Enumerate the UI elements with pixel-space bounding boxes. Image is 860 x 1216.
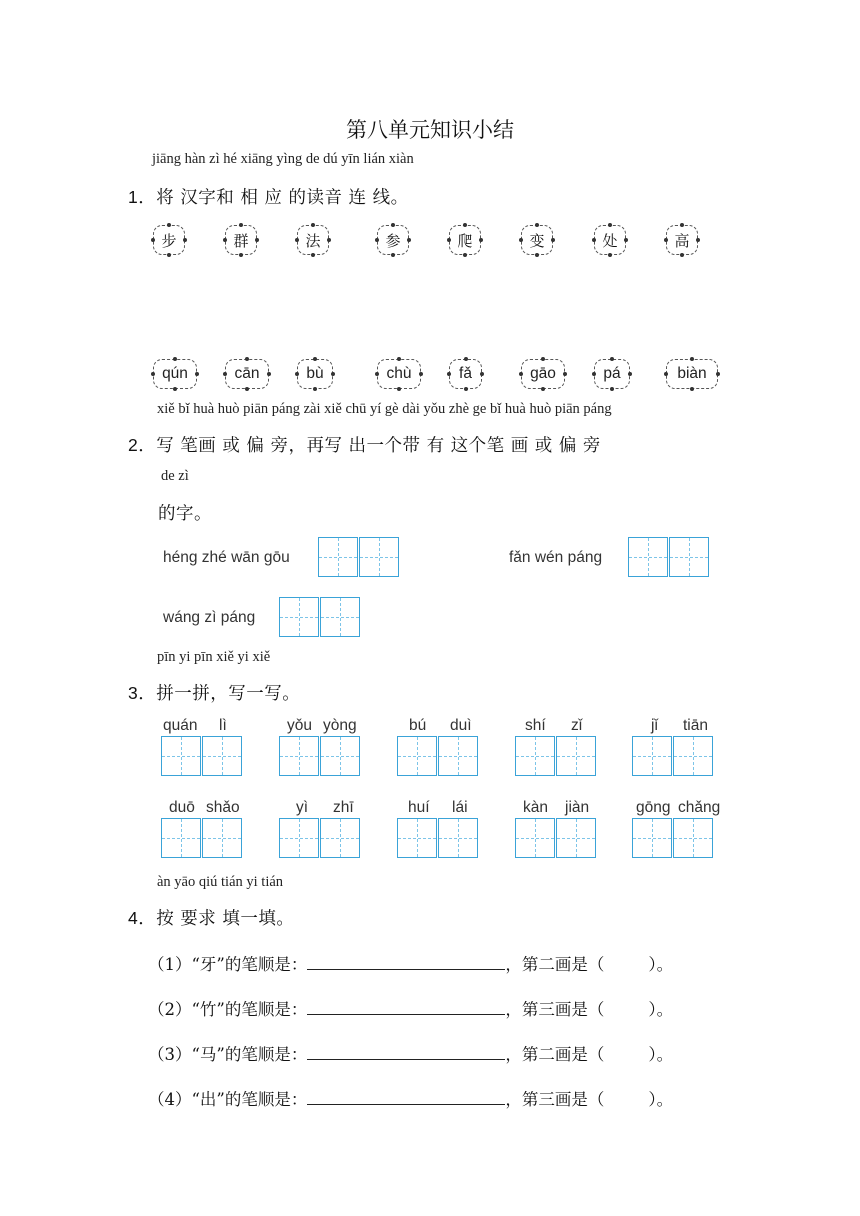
box-dot — [463, 223, 467, 227]
box-dot — [195, 372, 199, 376]
answer-blank[interactable] — [307, 1090, 505, 1105]
q1-text: 将 汉字和 相 应 的读音 连 线。 — [156, 188, 409, 208]
syllable-box[interactable]: pá — [594, 359, 630, 389]
word-pinyin: shí — [525, 717, 546, 734]
word-pinyin: duì — [450, 717, 472, 734]
q1-pinyin: jiāng hàn zì hé xiāng yìng de dú yīn lián xiàn — [152, 151, 414, 167]
word-pinyin: chǎng — [678, 799, 721, 816]
q4-number: 4． — [128, 908, 157, 928]
box-dot — [628, 372, 632, 376]
syllable-box[interactable]: qún — [153, 359, 197, 389]
writing-grid[interactable] — [515, 736, 597, 776]
q3-text: 拼一拼，写一写。 — [156, 684, 301, 704]
box-dot — [610, 357, 614, 361]
writing-grid[interactable] — [161, 736, 243, 776]
box-dot — [608, 253, 612, 257]
word-pinyin: yòng — [323, 717, 357, 734]
q4-heading — [128, 905, 294, 930]
box-dot — [535, 253, 539, 257]
box-dot — [464, 357, 468, 361]
box-dot — [690, 387, 694, 391]
syllable-box[interactable]: biàn — [666, 359, 718, 389]
box-dot — [696, 238, 700, 242]
box-dot — [223, 238, 227, 242]
box-dot — [167, 253, 171, 257]
box-dot — [255, 238, 259, 242]
q2-pinyin: xiě bǐ huà huò piān páng zài xiě chū yí gè dài yǒu zhè ge bǐ huà huò piān páng — [157, 401, 612, 417]
q2-text-line2: 的字。 — [158, 504, 212, 524]
q2-item-label: fǎn wén páng — [509, 549, 603, 566]
writing-grid[interactable] — [397, 818, 479, 858]
char-box[interactable]: 参 — [377, 225, 409, 255]
writing-grid[interactable] — [632, 736, 714, 776]
syllable-box[interactable]: fǎ — [449, 359, 482, 389]
box-dot — [419, 372, 423, 376]
word-pinyin: bú — [409, 717, 427, 734]
char-box[interactable]: 变 — [521, 225, 553, 255]
char-box[interactable]: 法 — [297, 225, 329, 255]
char-box[interactable]: 爬 — [449, 225, 481, 255]
box-dot — [624, 238, 628, 242]
q1-number: 1． — [128, 187, 157, 207]
word-pinyin: kàn — [523, 799, 548, 816]
q2-number: 2． — [128, 435, 157, 455]
box-dot — [716, 372, 720, 376]
box-dot — [375, 372, 379, 376]
box-dot — [267, 372, 271, 376]
word-pinyin: huí — [408, 799, 430, 816]
q2-pinyin-line2: de zì — [161, 468, 189, 484]
box-dot — [535, 223, 539, 227]
q2-heading — [128, 432, 601, 457]
writing-grid[interactable] — [279, 736, 361, 776]
box-dot — [592, 372, 596, 376]
syllable-box[interactable]: gāo — [521, 359, 565, 389]
writing-grid[interactable] — [279, 818, 361, 858]
writing-grid[interactable] — [628, 537, 710, 577]
char-box[interactable]: 群 — [225, 225, 257, 255]
answer-blank[interactable] — [307, 955, 505, 970]
box-dot — [239, 253, 243, 257]
word-pinyin: jǐ — [651, 717, 658, 734]
word-pinyin: quán — [163, 717, 198, 734]
box-dot — [327, 238, 331, 242]
q4-item: （3）“马”的笔顺是： ，第二画是（ ）。 — [148, 1045, 674, 1064]
syllable-box[interactable]: chù — [377, 359, 421, 389]
page-title: 第八单元知识小结 — [346, 118, 514, 142]
word-pinyin: gōng — [636, 799, 671, 816]
box-dot — [173, 357, 177, 361]
box-dot — [375, 238, 379, 242]
syllable-box[interactable]: cān — [225, 359, 269, 389]
q4-item: （2）“竹”的笔顺是： ，第三画是（ ）。 — [148, 1000, 674, 1019]
box-dot — [239, 223, 243, 227]
box-dot — [480, 372, 484, 376]
writing-grid[interactable] — [397, 736, 479, 776]
word-pinyin: yì — [296, 799, 309, 816]
char-box[interactable]: 高 — [666, 225, 698, 255]
box-dot — [519, 238, 523, 242]
writing-grid[interactable] — [318, 537, 400, 577]
char-box[interactable]: 处 — [594, 225, 626, 255]
box-dot — [463, 253, 467, 257]
box-dot — [690, 357, 694, 361]
q4-item: （4）“出”的笔顺是： ，第三画是（ ）。 — [148, 1090, 674, 1109]
box-dot — [664, 372, 668, 376]
q2-item-label: héng zhé wān gōu — [163, 549, 290, 566]
q3-number: 3． — [128, 683, 157, 703]
box-dot — [680, 253, 684, 257]
box-dot — [541, 387, 545, 391]
box-dot — [391, 253, 395, 257]
writing-grid[interactable] — [279, 597, 361, 637]
box-dot — [551, 238, 555, 242]
box-dot — [223, 372, 227, 376]
box-dot — [608, 223, 612, 227]
box-dot — [447, 238, 451, 242]
box-dot — [397, 357, 401, 361]
box-dot — [664, 238, 668, 242]
box-dot — [173, 387, 177, 391]
box-dot — [464, 387, 468, 391]
q4-text: 按 要求 填一填。 — [156, 909, 295, 929]
syllable-box[interactable]: bù — [297, 359, 333, 389]
box-dot — [479, 238, 483, 242]
char-box[interactable]: 步 — [153, 225, 185, 255]
box-dot — [295, 372, 299, 376]
box-dot — [541, 357, 545, 361]
box-dot — [519, 372, 523, 376]
word-pinyin: shǎo — [206, 799, 240, 816]
box-dot — [245, 357, 249, 361]
box-dot — [391, 223, 395, 227]
box-dot — [311, 223, 315, 227]
box-dot — [295, 238, 299, 242]
box-dot — [397, 387, 401, 391]
q1-heading — [128, 184, 409, 209]
q2-item-label: wáng zì páng — [163, 609, 256, 626]
answer-blank[interactable] — [307, 1045, 505, 1060]
q3-pinyin: pīn yi pīn xiě yi xiě — [157, 649, 271, 665]
q3-heading — [128, 680, 300, 705]
q2-text: 写 笔画 或 偏 旁，再写 出一个带 有 这个笔 画 或 偏 旁 — [156, 436, 601, 456]
box-dot — [183, 238, 187, 242]
box-dot — [447, 372, 451, 376]
box-dot — [151, 372, 155, 376]
box-dot — [313, 387, 317, 391]
word-pinyin: tiān — [683, 717, 708, 734]
box-dot — [313, 357, 317, 361]
word-pinyin: yǒu — [287, 717, 312, 734]
box-dot — [167, 223, 171, 227]
word-pinyin: zhī — [333, 799, 354, 816]
box-dot — [151, 238, 155, 242]
answer-blank[interactable] — [307, 1000, 505, 1015]
word-pinyin: lái — [452, 799, 468, 816]
word-pinyin: zǐ — [571, 717, 583, 734]
box-dot — [680, 223, 684, 227]
word-pinyin: jiàn — [565, 799, 590, 816]
box-dot — [331, 372, 335, 376]
box-dot — [610, 387, 614, 391]
word-pinyin: lì — [219, 717, 227, 734]
box-dot — [245, 387, 249, 391]
writing-grid[interactable] — [161, 818, 243, 858]
box-dot — [592, 238, 596, 242]
q4-pinyin: àn yāo qiú tián yi tián — [157, 874, 284, 890]
box-dot — [311, 253, 315, 257]
writing-grid[interactable] — [515, 818, 597, 858]
writing-grid[interactable] — [632, 818, 714, 858]
box-dot — [563, 372, 567, 376]
word-pinyin: duō — [169, 799, 195, 816]
box-dot — [407, 238, 411, 242]
q4-item: （1）“牙”的笔顺是： ，第二画是（ ）。 — [148, 955, 674, 974]
